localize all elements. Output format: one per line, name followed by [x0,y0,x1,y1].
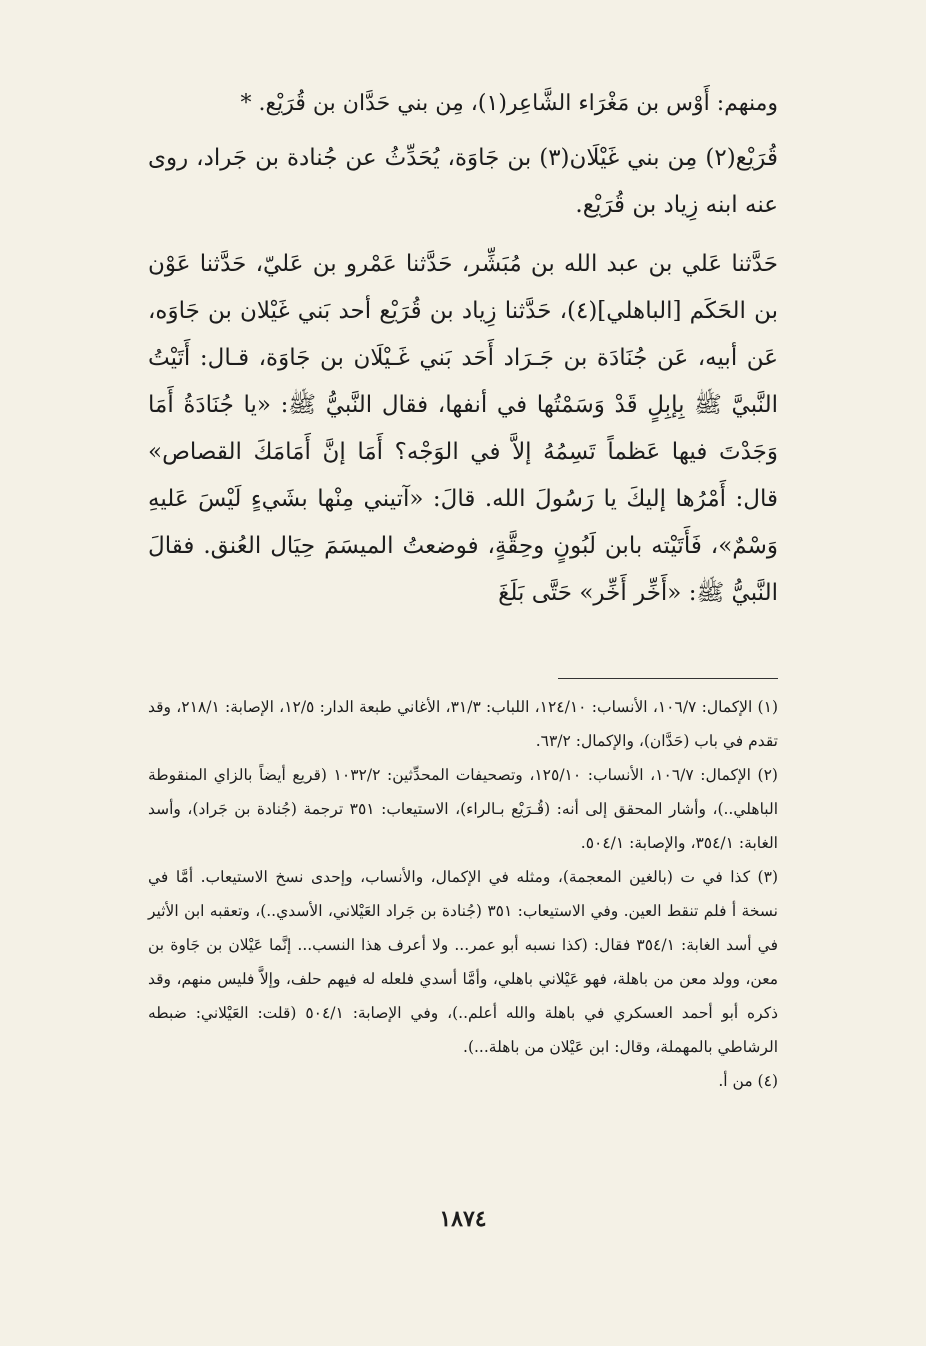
page-number: ١٨٧٤ [439,1206,487,1232]
footnote-4: (٤) من أ. [718,1072,778,1090]
footnote-1: (١) الإكمال: ١٠٦/٧، الأنساب: ١٢٤/١٠، اللباب: ٣١/٣، الأغاني طبعة الدار: ١٢/٥، الإصابة: ٢١٨/١، وقد تقدم في باب (حَدَّان)، والإكمال: ٦٣/٢. [148,698,778,750]
footnote-3: (٣) كذا في ت (بالغين المعجمة)، ومثله في الإكمال، والأنساب، وإحدى نسخ الاستيعاب. أمَّا في نسخة أ فلم تنقط العين. وفي الاستيعاب: ٣٥١ (جُنادة بن جَراد العَيْلاني، الأسدي..)، وتعقبه ابن الأثير في أسد الغابة: ٣٥٤/١ فقال: (كذا نسبه أبو عمر... ولا أعرف هذا النسب... إنَّما عَيْلان بن جَاوة بن معن، وولد معن من باهلة، فهو عَيْلاني باهلي، وأمَّا أسدي فلعله له فيهم حلف، وإلاَّ فليس منهم، وقد ذكره أبو أحمد العسكري في باهلة والله أعلم..)، وفي الإصابة: ٥٠٤/١ (قلت: العَيْلاني: ضبطه الرشاطي بالمهملة، وقال: ابن عَيْلان من باهلة...). [148,868,779,1056]
biography-entry: قُرَيْع(٢) مِن بني غَيْلَان(٣) بن جَاوَة، يُحَدِّثُ عن جُنادة بن جَراد، روى عنه ابنه زِياد بن قُرَيْع. [148,145,778,218]
hadith-paragraph: حَدَّثنا عَلي بن عبد الله بن مُبَشِّر، حَدَّثنا عَمْرو بن عَليّ، حَدَّثنا عَوْن بن الحَكَم [الباهلي](٤)، حَدَّثنا زِياد بن قُرَيْع أحد بَني غَيْلان بن جَاوَه، عَن أبيه، عَن جُنَادَة بن جَـرَاد أَحَد بَني غَـيْلَان بن جَاوَة، قـال: أَتَيْتُ النَّبيَّ ﷺ بِإبِلٍ قَدْ وَسَمْتُها في أنفها، فقال النَّبيُّ ﷺ: «يا جُنَادَةُ أَمَا وَجَدْتَ فيها عَظماً تَسِمُهُ إلاَّ في الوَجْه؟ أَمَا إنَّ أَمَامَكَ القصاص» قال: أَمْرُها إليكَ يا رَسُولَ الله. قالَ: «آتيني مِنْها بشَيءٍ لَيْسَ عَليهِ وَسْمٌ»، فَأَتَيْته بابن لَبُونٍ وحِقَّةٍ، فوضعتُ الميسَمَ حِيَال العُنق. فقالَ النَّبيُّ ﷺ: «أَخِّر أَخِّر» حَتَّى بَلَغَ [148,251,778,606]
footnote-separator [558,678,778,679]
section-heading: ومنهم: أَوْس بن مَغْرَاء الشَّاعِر(١)، مِن بني حَدَّان بن قُرَيْع. * [240,91,778,116]
footnotes [148,690,778,1098]
footnote-2: (٢) الإكمال: ١٠٦/٧، الأنساب: ١٢٥/١٠، وتصحيفات المحدِّثين: ١٠٣٢/٢ (قريع أيضاً بالزاي المنقوطة الباهلي..)، وأشار المحقق إلى أنه: (قُـرَيْع بـالراء)، الاستيعاب: ٣٥١ ترجمة (جُنادة بن جَراد)، وأسد الغابة: ٣٥٤/١، والإصابة: ٥٠٤/١. [148,766,779,852]
main-text [148,80,778,617]
